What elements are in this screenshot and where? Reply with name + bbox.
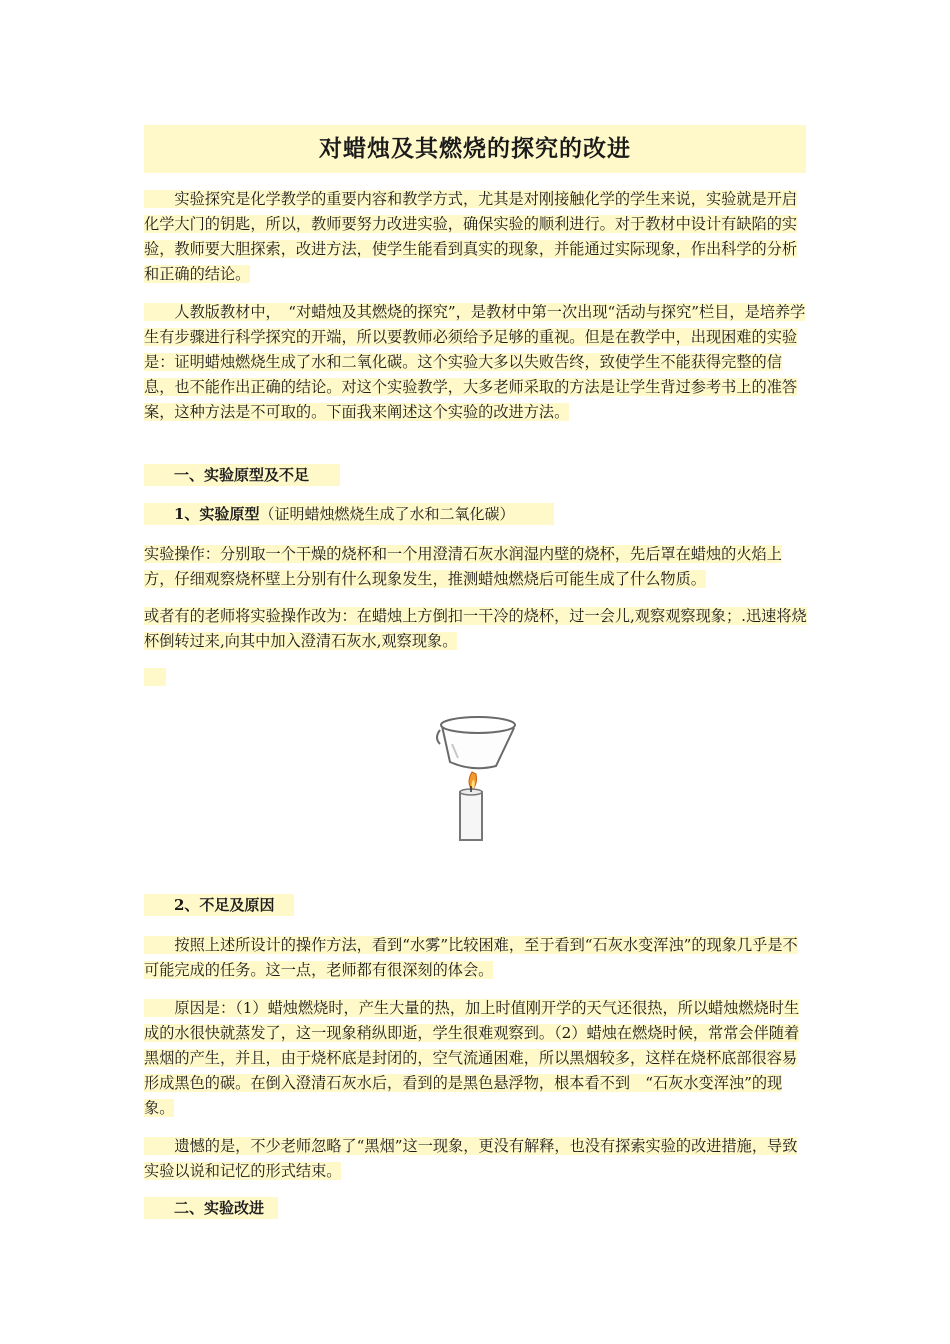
paragraph-operation-text: 实验操作：分别取一个干燥的烧杯和一个用澄清石灰水润湿内壁的烧杯，先后罩在蜡烛的火焰上方，仔细观察烧杯壁上分别有什么现象发生，推测蜡烛燃烧后可能生成了什么物质。 bbox=[144, 545, 782, 588]
paragraph-intro-text: 实验探究是化学教学的重要内容和教学方式，尤其是对刚接触化学的学生来说，实验就是开启化学大门的钥匙，所以，教师要努力改进实验，确保实验的顺利进行。对于教材中设计有缺陷的实验，教师要大胆探索，改进方法，使学生能看到真实的现象，并能通过实际现象，作出科学的分析和正确的结论。 bbox=[144, 190, 798, 283]
paragraph-reasons-text: 原因是：（1）蜡烛燃烧时，产生大量的热，加上时值刚开学的天气还很热，所以蜡烛燃烧时生成的水很快就蒸发了，这一现象稍纵即逝，学生很难观察到。（2）蜡烛在燃烧时候，常常会伴随着黑烟的产生，并且，由于烧杯底是封闭的，空气流通困难，所以黑烟较多，这样在烧杯底部很容易形成黑色的碳。在倒入澄清石灰水后，看到的是黑色悬浮物，根本看不到 “石灰水变浑浊”的现象。 bbox=[144, 999, 800, 1117]
subsection-heading-1-label: 1、实验原型 bbox=[144, 505, 260, 523]
paragraph-problem bbox=[144, 933, 808, 983]
paragraph-regret-text: 遗憾的是，不少老师忽略了“黑烟”这一现象，更没有解释，也没有探索实验的改进措施，导致实验以说和记忆的形式结束。 bbox=[144, 1137, 798, 1180]
candle-beaker-illustration bbox=[432, 708, 528, 844]
paragraph-reasons bbox=[144, 996, 808, 1121]
page-title: 对蜡烛及其燃烧的探究的改进 bbox=[319, 135, 631, 162]
section-heading-1: 一、实验原型及不足 bbox=[144, 464, 340, 486]
subsection-heading-1 bbox=[144, 503, 554, 525]
paragraph-textbook bbox=[144, 300, 808, 425]
paragraph-alternative-text: 或者有的老师将实验操作改为：在蜡烛上方倒扣一干冷的烧杯，过一会儿,观察观察现象；.迅速将烧杯倒转过来,向其中加入澄清石灰水,观察现象。 bbox=[144, 607, 807, 650]
paragraph-operation bbox=[144, 542, 808, 592]
highlight-marker bbox=[144, 668, 166, 686]
title-banner bbox=[144, 125, 806, 173]
subsection-heading-1-note: （证明蜡烛燃烧生成了水和二氧化碳） bbox=[259, 505, 515, 523]
section-heading-2: 二、实验改进 bbox=[144, 1197, 278, 1219]
subsection-heading-2: 2、不足及原因 bbox=[144, 894, 294, 916]
candle-icon bbox=[460, 786, 482, 840]
paragraph-problem-text: 按照上述所设计的操作方法，看到“水雾”比较困难，至于看到“石灰水变浑浊”的现象几乎是不可能完成的任务。这一点，老师都有很深刻的体会。 bbox=[144, 936, 798, 979]
paragraph-regret bbox=[144, 1134, 808, 1184]
beaker-icon bbox=[437, 717, 515, 768]
flame-icon bbox=[469, 772, 477, 790]
paragraph-textbook-text: 人教版教材中， “对蜡烛及其燃烧的探究”，是教材中第一次出现“活动与探究”栏目，是培养学生有步骤进行科学探究的开端，所以要教师必须给予足够的重视。但是在教学中，出现困难的实验是：证明蜡烛燃烧生成了水和二氧化碳。这个实验大多以失败告终，致使学生不能获得完整的信息，也不能作出正确的结论。对这个实验教学，大多老师采取的方法是让学生背过参考书上的准答案，这种方法是不可取的。下面我来阐述这个实验的改进方法。 bbox=[144, 303, 806, 421]
paragraph-alternative bbox=[144, 604, 808, 654]
paragraph-intro bbox=[144, 187, 808, 287]
